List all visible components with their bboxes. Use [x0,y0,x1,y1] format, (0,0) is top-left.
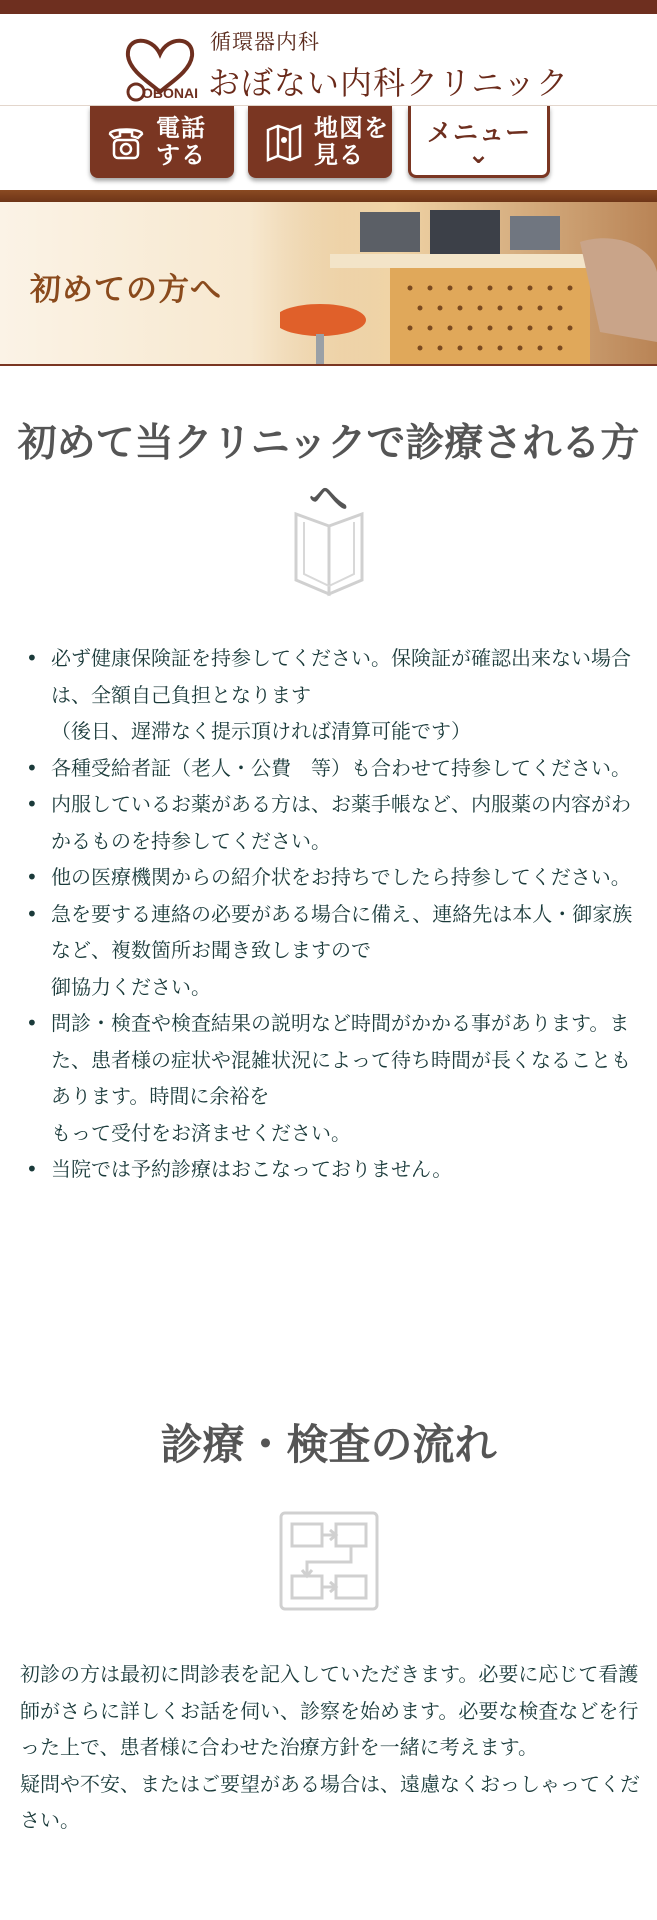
list-item: • 急を要する連絡の必要がある場合に備え、連絡先は本人・御家族など、複数箇所お聞き致しますので 御協力ください。 [24,896,636,1006]
book-icon [290,508,368,598]
list-item: • 当院では予約診療はおこなっておりません。 [24,1151,636,1188]
flow-description: 初診の方は最初に問診表を記入していただきます。必要に応じて看護師がさらに詳しくお話を伺い、診察を始めます。必要な検査などを行った上で、患者様に合わせた治療方針を一緒に考えます。 疑問や不安、またはご要望がある場合は、遠慮なくおっしゃってください。 [20,1662,640,1832]
map-button-label: 地図を 見る [314,114,389,169]
hero-title: 初めての方へ [30,272,222,308]
map-icon [262,120,306,164]
header-divider [0,190,657,202]
first-visit-notes-list [24,640,636,1188]
action-button-bar [0,106,657,190]
list-item: • 内服しているお薬がある方は、お薬手帳など、内服薬の内容がわかるものを持参してください。 [24,786,636,859]
list-item: • 各種受給者証（老人・公費 等）も合わせて持参してください。 [24,750,636,787]
site-header [0,14,657,106]
hero-banner [0,202,657,366]
heart-logo-icon[interactable] [112,26,208,106]
first-visit-heading: 初めて当クリニックで診療される方へ [17,421,640,522]
list-item: • 必ず健康保険証を持参してください。保険証が確認出来ない場合は、全額自己負担となります （後日、遅滞なく提示頂ければ清算可能です） [24,640,636,750]
clinic-interior-image [280,202,657,366]
logo-subtitle: 循環器内科 [210,30,320,54]
telephone-icon [104,120,148,164]
menu-button-label: メニュー [426,117,531,147]
list-item: • 問診・検査や検査結果の説明など時間がかかる事があります。また、患者様の症状や混雑状況によって待ち時間が長くなることもあります。時間に余裕を もって受付をお済ませください。 [24,1005,636,1151]
clinic-name[interactable]: おぼない内科クリニック [208,64,570,102]
menu-button[interactable] [408,106,550,178]
map-button[interactable] [248,106,392,178]
top-color-bar [0,0,657,14]
chevron-down-icon: ⌄ [467,139,491,170]
flow-heading: 診療・検査の流れ [160,1420,497,1469]
call-button-label: 電話 する [156,114,206,169]
call-button[interactable] [90,106,234,178]
flow-icon [278,1510,380,1612]
list-item: • 他の医療機関からの紹介状をお持ちでしたら持参してください。 [24,859,636,896]
logo-mark-text: OBONAI [142,85,198,101]
